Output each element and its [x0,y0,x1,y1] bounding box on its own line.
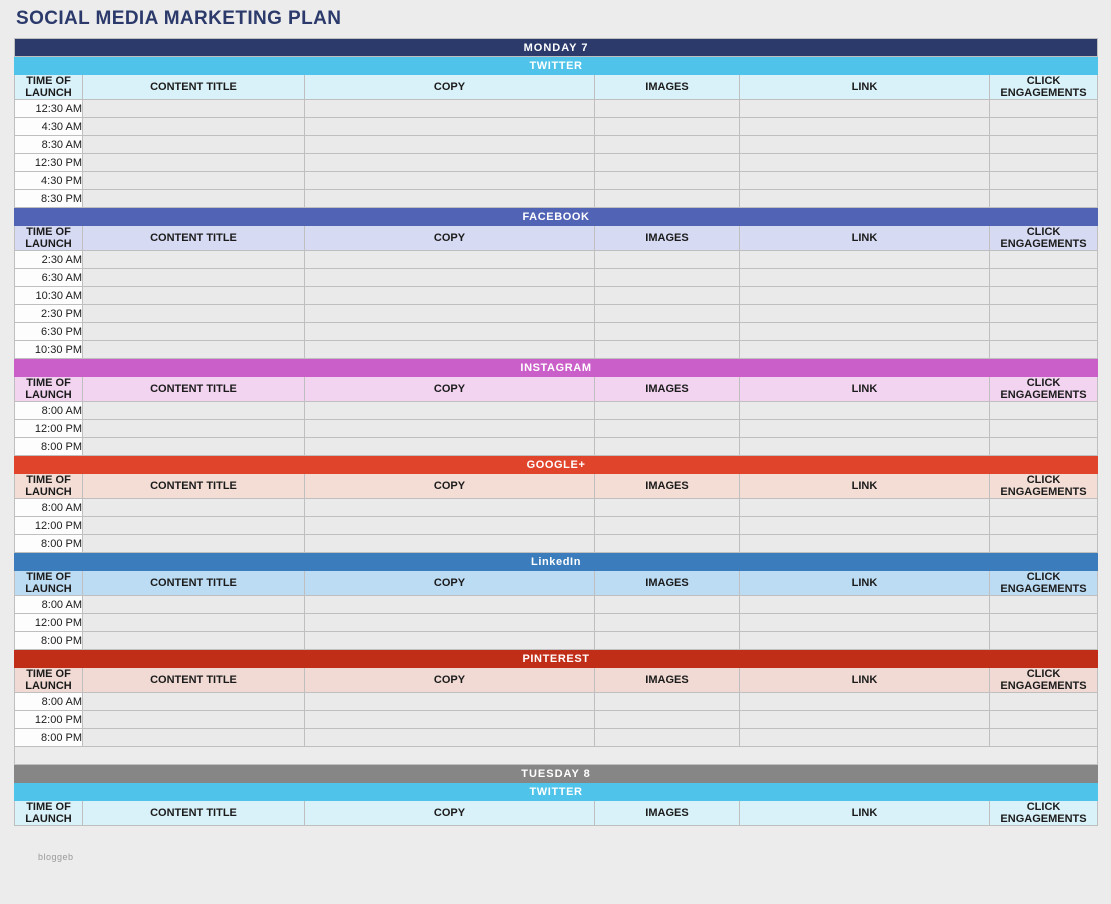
table-row[interactable] [15,190,1098,208]
header-images: IMAGES [595,668,740,693]
network-title-facebook: FACEBOOK [15,208,1098,226]
link-cell[interactable] [740,172,990,190]
header-link: LINK [740,668,990,693]
table-row[interactable] [15,172,1098,190]
header-click-line1: CLICK [1026,571,1061,583]
click-engagements-cell[interactable] [990,614,1098,632]
content-title-cell[interactable] [83,154,305,172]
header-click-line1: CLICK [1026,474,1061,486]
copy-cell[interactable] [305,305,595,323]
images-cell[interactable] [595,711,740,729]
link-cell[interactable] [740,535,990,553]
table-row[interactable] [15,614,1098,632]
header-images: IMAGES [595,801,740,826]
link-cell[interactable] [740,693,990,711]
content-title-cell[interactable] [83,100,305,118]
images-cell[interactable] [595,305,740,323]
click-engagements-cell[interactable] [990,420,1098,438]
click-engagements-cell[interactable] [990,341,1098,359]
link-cell[interactable] [740,269,990,287]
click-engagements-cell[interactable] [990,136,1098,154]
copy-cell[interactable] [305,632,595,650]
table-row[interactable] [15,402,1098,420]
table-row[interactable] [15,269,1098,287]
header-link: LINK [740,801,990,826]
header-time-line1: TIME OF [26,571,71,583]
column-header-row [15,226,1098,251]
click-engagements-cell[interactable] [990,438,1098,456]
link-cell[interactable] [740,136,990,154]
table-row[interactable] [15,693,1098,711]
header-time-of-launch [15,668,83,693]
copy-cell[interactable] [305,269,595,287]
link-cell[interactable] [740,341,990,359]
header-content-title: CONTENT TITLE [83,668,305,693]
copy-cell[interactable] [305,499,595,517]
table-row[interactable] [15,517,1098,535]
time-of-launch-cell[interactable]: 8:00 AM [15,499,83,517]
images-cell[interactable] [595,438,740,456]
header-copy: COPY [305,474,595,499]
header-click-line1: CLICK [1026,801,1061,813]
column-header-row [15,474,1098,499]
click-engagements-cell[interactable] [990,499,1098,517]
link-cell[interactable] [740,438,990,456]
time-of-launch-cell[interactable]: 6:30 AM [15,269,83,287]
header-copy: COPY [305,226,595,251]
copy-cell[interactable] [305,323,595,341]
link-cell[interactable] [740,100,990,118]
header-copy: COPY [305,377,595,402]
click-engagements-cell[interactable] [990,693,1098,711]
day-title: MONDAY 7 [15,39,1098,57]
header-click-line2: ENGAGEMENTS [1000,87,1087,99]
header-click-engagements [990,801,1098,826]
header-time-line2: LAUNCH [25,486,72,498]
images-cell[interactable] [595,632,740,650]
header-time-of-launch [15,377,83,402]
header-time-line2: LAUNCH [25,389,72,401]
day-title: TUESDAY 8 [15,765,1098,783]
header-click-engagements [990,571,1098,596]
copy-cell[interactable] [305,190,595,208]
click-engagements-cell[interactable] [990,287,1098,305]
network-header-row [15,208,1098,226]
header-time-line2: LAUNCH [25,680,72,692]
header-click-line1: CLICK [1026,226,1061,238]
images-cell[interactable] [595,596,740,614]
time-of-launch-cell[interactable]: 12:00 PM [15,517,83,535]
header-images: IMAGES [595,75,740,100]
link-cell[interactable] [740,402,990,420]
copy-cell[interactable] [305,136,595,154]
header-time-of-launch [15,801,83,826]
header-time-line1: TIME OF [26,474,71,486]
header-link: LINK [740,75,990,100]
time-of-launch-cell[interactable]: 8:00 PM [15,729,83,747]
time-of-launch-cell[interactable]: 12:30 PM [15,154,83,172]
time-of-launch-cell[interactable]: 8:00 PM [15,632,83,650]
content-title-cell[interactable] [83,517,305,535]
copy-cell[interactable] [305,118,595,136]
header-click-line2: ENGAGEMENTS [1000,238,1087,250]
copy-cell[interactable] [305,614,595,632]
click-engagements-cell[interactable] [990,100,1098,118]
content-title-cell[interactable] [83,693,305,711]
content-title-cell[interactable] [83,269,305,287]
header-time-line1: TIME OF [26,226,71,238]
header-content-title: CONTENT TITLE [83,801,305,826]
network-header-row [15,650,1098,668]
network-title-instagram: INSTAGRAM [15,359,1098,377]
table-row[interactable] [15,535,1098,553]
header-click-engagements [990,226,1098,251]
table-row[interactable] [15,420,1098,438]
link-cell[interactable] [740,323,990,341]
header-images: IMAGES [595,474,740,499]
copy-cell[interactable] [305,100,595,118]
click-engagements-cell[interactable] [990,118,1098,136]
header-copy: COPY [305,75,595,100]
click-engagements-cell[interactable] [990,154,1098,172]
copy-cell[interactable] [305,729,595,747]
images-cell[interactable] [595,420,740,438]
link-cell[interactable] [740,420,990,438]
time-of-launch-cell[interactable]: 2:30 AM [15,251,83,269]
click-engagements-cell[interactable] [990,596,1098,614]
images-cell[interactable] [595,136,740,154]
time-of-launch-cell[interactable]: 8:30 AM [15,136,83,154]
header-images: IMAGES [595,226,740,251]
click-engagements-cell[interactable] [990,517,1098,535]
images-cell[interactable] [595,402,740,420]
day-header-row [15,39,1098,57]
images-cell[interactable] [595,535,740,553]
copy-cell[interactable] [305,535,595,553]
header-click-line1: CLICK [1026,668,1061,680]
network-title-twitter: TWITTER [15,57,1098,75]
click-engagements-cell[interactable] [990,251,1098,269]
content-title-cell[interactable] [83,729,305,747]
content-title-cell[interactable] [83,535,305,553]
table-row[interactable] [15,499,1098,517]
content-title-cell[interactable] [83,420,305,438]
copy-cell[interactable] [305,172,595,190]
click-engagements-cell[interactable] [990,711,1098,729]
copy-cell[interactable] [305,420,595,438]
header-copy: COPY [305,801,595,826]
header-content-title: CONTENT TITLE [83,474,305,499]
table-row[interactable] [15,323,1098,341]
content-title-cell[interactable] [83,341,305,359]
table-row[interactable] [15,632,1098,650]
link-cell[interactable] [740,632,990,650]
network-title-linkedin: LinkedIn [15,553,1098,571]
images-cell[interactable] [595,323,740,341]
column-header-row [15,571,1098,596]
section-spacer [15,747,1098,765]
header-click-line2: ENGAGEMENTS [1000,583,1087,595]
header-content-title: CONTENT TITLE [83,377,305,402]
header-time-line1: TIME OF [26,668,71,680]
network-header-row [15,57,1098,75]
header-content-title: CONTENT TITLE [83,75,305,100]
time-of-launch-cell[interactable]: 12:00 PM [15,614,83,632]
copy-cell[interactable] [305,341,595,359]
content-title-cell[interactable] [83,711,305,729]
table-row[interactable] [15,341,1098,359]
header-link: LINK [740,226,990,251]
header-click-engagements [990,474,1098,499]
table-row[interactable] [15,438,1098,456]
content-title-cell[interactable] [83,287,305,305]
header-time-line2: LAUNCH [25,583,72,595]
link-cell[interactable] [740,190,990,208]
column-header-row [15,668,1098,693]
table-row[interactable] [15,136,1098,154]
click-engagements-cell[interactable] [990,305,1098,323]
header-click-engagements [990,377,1098,402]
table-row[interactable] [15,305,1098,323]
time-of-launch-cell[interactable]: 8:30 PM [15,190,83,208]
images-cell[interactable] [595,154,740,172]
page-title-bar [0,0,1111,38]
content-title-cell[interactable] [83,402,305,420]
header-click-line2: ENGAGEMENTS [1000,680,1087,692]
time-of-launch-cell[interactable]: 8:00 PM [15,535,83,553]
copy-cell[interactable] [305,693,595,711]
network-title-twitter: TWITTER [15,783,1098,801]
header-time-line1: TIME OF [26,377,71,389]
images-cell[interactable] [595,190,740,208]
images-cell[interactable] [595,693,740,711]
images-cell[interactable] [595,517,740,535]
header-time-line2: LAUNCH [25,87,72,99]
header-copy: COPY [305,668,595,693]
network-header-row [15,783,1098,801]
images-cell[interactable] [595,100,740,118]
content-title-cell[interactable] [83,438,305,456]
network-title-pinterest: PINTEREST [15,650,1098,668]
time-of-launch-cell[interactable]: 12:00 PM [15,420,83,438]
click-engagements-cell[interactable] [990,632,1098,650]
header-time-of-launch [15,474,83,499]
link-cell[interactable] [740,251,990,269]
header-link: LINK [740,571,990,596]
header-click-line1: CLICK [1026,377,1061,389]
copy-cell[interactable] [305,517,595,535]
copy-cell[interactable] [305,596,595,614]
header-time-of-launch [15,75,83,100]
time-of-launch-cell[interactable]: 2:30 PM [15,305,83,323]
link-cell[interactable] [740,287,990,305]
click-engagements-cell[interactable] [990,323,1098,341]
table-row[interactable] [15,729,1098,747]
time-of-launch-cell[interactable]: 10:30 PM [15,341,83,359]
click-engagements-cell[interactable] [990,190,1098,208]
copy-cell[interactable] [305,154,595,172]
link-cell[interactable] [740,596,990,614]
header-images: IMAGES [595,377,740,402]
column-header-row [15,377,1098,402]
header-click-line2: ENGAGEMENTS [1000,389,1087,401]
sheet-area[interactable] [14,38,1097,826]
link-cell[interactable] [740,614,990,632]
content-title-cell[interactable] [83,172,305,190]
images-cell[interactable] [595,269,740,287]
images-cell[interactable] [595,251,740,269]
content-title-cell[interactable] [83,118,305,136]
time-of-launch-cell[interactable]: 12:30 AM [15,100,83,118]
content-title-cell[interactable] [83,614,305,632]
table-row[interactable] [15,154,1098,172]
copy-cell[interactable] [305,287,595,305]
time-of-launch-cell[interactable]: 4:30 AM [15,118,83,136]
click-engagements-cell[interactable] [990,269,1098,287]
table-row[interactable] [15,118,1098,136]
link-cell[interactable] [740,305,990,323]
header-content-title: CONTENT TITLE [83,226,305,251]
click-engagements-cell[interactable] [990,402,1098,420]
day-header-row [15,765,1098,783]
header-time-line2: LAUNCH [25,238,72,250]
time-of-launch-cell[interactable]: 12:00 PM [15,711,83,729]
header-time-line1: TIME OF [26,75,71,87]
content-title-cell[interactable] [83,323,305,341]
link-cell[interactable] [740,729,990,747]
table-row[interactable] [15,711,1098,729]
images-cell[interactable] [595,287,740,305]
time-of-launch-cell[interactable]: 6:30 PM [15,323,83,341]
link-cell[interactable] [740,118,990,136]
images-cell[interactable] [595,118,740,136]
click-engagements-cell[interactable] [990,535,1098,553]
header-time-of-launch [15,571,83,596]
images-cell[interactable] [595,341,740,359]
table-row[interactable] [15,287,1098,305]
copy-cell[interactable] [305,438,595,456]
spacer-cell [15,747,1098,765]
content-title-cell[interactable] [83,596,305,614]
time-of-launch-cell[interactable]: 4:30 PM [15,172,83,190]
content-title-cell[interactable] [83,251,305,269]
time-of-launch-cell[interactable]: 10:30 AM [15,287,83,305]
content-title-cell[interactable] [83,499,305,517]
header-click-engagements [990,75,1098,100]
network-header-row [15,553,1098,571]
content-title-cell[interactable] [83,136,305,154]
link-cell[interactable] [740,517,990,535]
header-link: LINK [740,474,990,499]
header-link: LINK [740,377,990,402]
link-cell[interactable] [740,499,990,517]
network-title-googleplus: GOOGLE+ [15,456,1098,474]
watermark-text: bloggeb [38,852,74,862]
header-click-line2: ENGAGEMENTS [1000,813,1087,825]
schedule-table[interactable] [14,38,1098,826]
header-click-line2: ENGAGEMENTS [1000,486,1087,498]
images-cell[interactable] [595,172,740,190]
network-header-row [15,456,1098,474]
content-title-cell[interactable] [83,190,305,208]
images-cell[interactable] [595,729,740,747]
table-row[interactable] [15,251,1098,269]
link-cell[interactable] [740,711,990,729]
time-of-launch-cell[interactable]: 8:00 AM [15,402,83,420]
header-time-line1: TIME OF [26,801,71,813]
page-title: SOCIAL MEDIA MARKETING PLAN [16,8,342,29]
click-engagements-cell[interactable] [990,172,1098,190]
header-click-engagements [990,668,1098,693]
time-of-launch-cell[interactable]: 8:00 AM [15,596,83,614]
copy-cell[interactable] [305,251,595,269]
header-click-line1: CLICK [1026,75,1061,87]
network-header-row [15,359,1098,377]
click-engagements-cell[interactable] [990,729,1098,747]
copy-cell[interactable] [305,711,595,729]
time-of-launch-cell[interactable]: 8:00 PM [15,438,83,456]
header-content-title: CONTENT TITLE [83,571,305,596]
content-title-cell[interactable] [83,305,305,323]
table-row[interactable] [15,596,1098,614]
header-copy: COPY [305,571,595,596]
link-cell[interactable] [740,154,990,172]
header-time-of-launch [15,226,83,251]
images-cell[interactable] [595,499,740,517]
table-row[interactable] [15,100,1098,118]
column-header-row [15,801,1098,826]
header-images: IMAGES [595,571,740,596]
header-time-line2: LAUNCH [25,813,72,825]
column-header-row [15,75,1098,100]
time-of-launch-cell[interactable]: 8:00 AM [15,693,83,711]
copy-cell[interactable] [305,402,595,420]
content-title-cell[interactable] [83,632,305,650]
images-cell[interactable] [595,614,740,632]
